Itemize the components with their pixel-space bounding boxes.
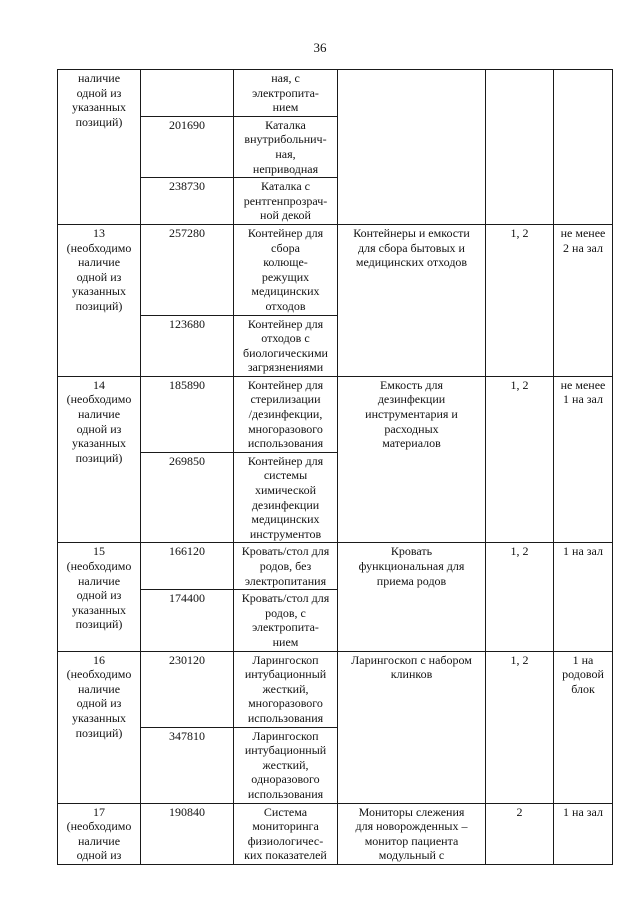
item-name-cell: Контейнер для сбора колюще- режущих медицинских отходов bbox=[234, 224, 338, 315]
position-cell: 15 (необходимо наличие одной из указанных позиций) bbox=[58, 543, 141, 651]
item-name-cell: Контейнер для системы химической дезинфекции медицинских инструментов bbox=[234, 452, 338, 543]
table-row bbox=[58, 803, 613, 864]
table-row bbox=[58, 376, 613, 452]
table-row bbox=[58, 543, 613, 590]
code-cell: 269850 bbox=[141, 452, 234, 543]
item-name-cell: Каталка внутрибольнич- ная, неприводная bbox=[234, 116, 338, 177]
item-name-cell: Система мониторинга физиологичес- ких показателей bbox=[234, 803, 338, 864]
description-cell: Мониторы слежения для новорожденных – монитор пациента модульный с bbox=[338, 803, 486, 864]
code-cell: 190840 bbox=[141, 803, 234, 864]
item-name-cell: Ларингоскоп интубационный жесткий, многоразового использования bbox=[234, 651, 338, 727]
item-name-cell: Кровать/стол для родов, без электропитания bbox=[234, 543, 338, 590]
requirement-cell: 1, 2 bbox=[486, 224, 554, 376]
quantity-cell: не менее 1 на зал bbox=[554, 376, 613, 543]
page-number: 36 bbox=[313, 40, 327, 55]
requirement-cell: 1, 2 bbox=[486, 543, 554, 651]
code-cell: 230120 bbox=[141, 651, 234, 727]
quantity-cell bbox=[554, 70, 613, 225]
equipment-table bbox=[57, 69, 613, 865]
quantity-cell: 1 на родовой блок bbox=[554, 651, 613, 803]
code-cell: 174400 bbox=[141, 590, 234, 651]
item-name-cell: Контейнер для стерилизации /дезинфекции, многоразового использования bbox=[234, 376, 338, 452]
item-name-cell: Контейнер для отходов с биологическими загрязнениями bbox=[234, 315, 338, 376]
description-cell bbox=[338, 70, 486, 225]
code-cell: 257280 bbox=[141, 224, 234, 315]
position-cell: 13 (необходимо наличие одной из указанных позиций) bbox=[58, 224, 141, 376]
requirement-cell: 1, 2 bbox=[486, 376, 554, 543]
item-name-cell: Кровать/стол для родов, с электропита- нием bbox=[234, 590, 338, 651]
code-cell: 238730 bbox=[141, 178, 234, 225]
item-name-cell: Каталка с рентгенпрозрач- ной декой bbox=[234, 178, 338, 225]
code-cell: 185890 bbox=[141, 376, 234, 452]
quantity-cell: не менее 2 на зал bbox=[554, 224, 613, 376]
description-cell: Ларингоскоп с набором клинков bbox=[338, 651, 486, 803]
requirement-cell: 1, 2 bbox=[486, 651, 554, 803]
requirement-cell: 2 bbox=[486, 803, 554, 864]
code-cell: 347810 bbox=[141, 727, 234, 803]
table-row bbox=[58, 70, 613, 117]
position-cell: наличие одной из указанных позиций) bbox=[58, 70, 141, 225]
requirement-cell bbox=[486, 70, 554, 225]
description-cell: Контейнеры и емкости для сбора бытовых и медицинских отходов bbox=[338, 224, 486, 376]
position-cell: 16 (необходимо наличие одной из указанных позиций) bbox=[58, 651, 141, 803]
code-cell: 201690 bbox=[141, 116, 234, 177]
code-cell: 123680 bbox=[141, 315, 234, 376]
quantity-cell: 1 на зал bbox=[554, 543, 613, 651]
code-cell: 166120 bbox=[141, 543, 234, 590]
table-row bbox=[58, 651, 613, 727]
position-cell: 14 (необходимо наличие одной из указанных позиций) bbox=[58, 376, 141, 543]
quantity-cell: 1 на зал bbox=[554, 803, 613, 864]
position-cell: 17 (необходимо наличие одной из bbox=[58, 803, 141, 864]
equipment-table-body bbox=[58, 70, 613, 865]
table-row bbox=[58, 224, 613, 315]
item-name-cell: Ларингоскоп интубационный жесткий, одноразового использования bbox=[234, 727, 338, 803]
code-cell bbox=[141, 70, 234, 117]
description-cell: Кровать функциональная для приема родов bbox=[338, 543, 486, 651]
description-cell: Емкость для дезинфекции инструментария и расходных материалов bbox=[338, 376, 486, 543]
item-name-cell: ная, с электропита- нием bbox=[234, 70, 338, 117]
